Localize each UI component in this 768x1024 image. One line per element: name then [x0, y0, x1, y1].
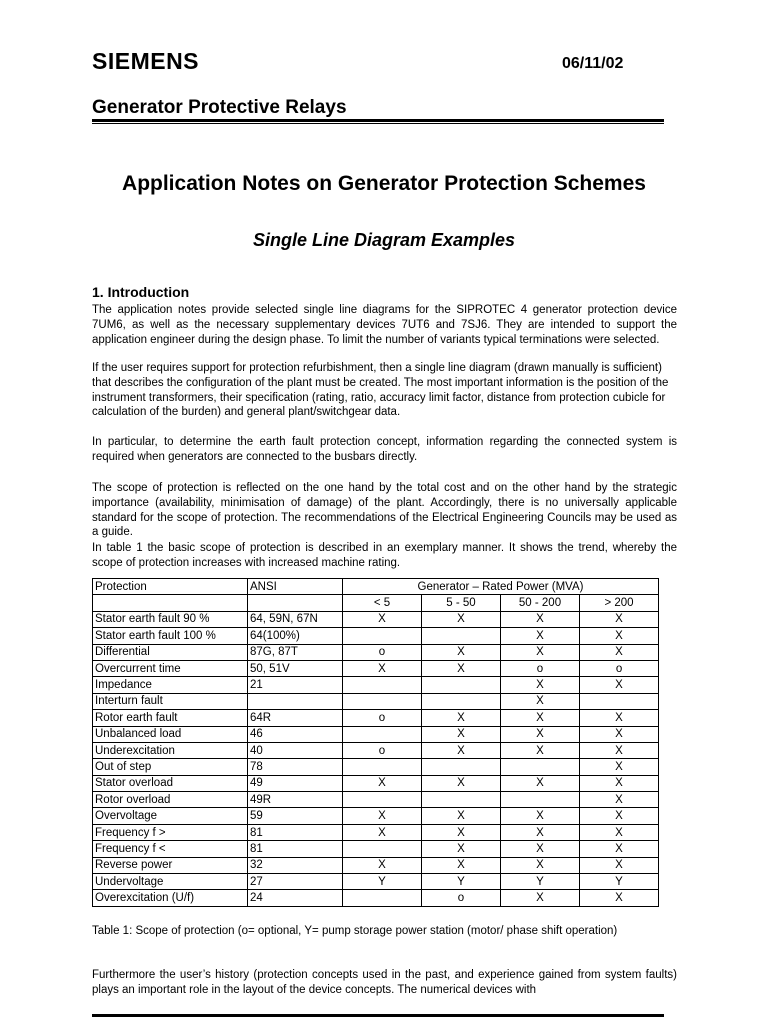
- cell-rating: Y: [343, 874, 422, 890]
- cell-rating: X: [343, 611, 422, 627]
- cell-protection: Stator overload: [93, 775, 248, 791]
- table-row: [93, 808, 659, 824]
- cell-rating: Y: [422, 874, 501, 890]
- cell-ansi: 49: [248, 775, 343, 791]
- cell-rating: X: [580, 710, 659, 726]
- table-row: [93, 792, 659, 808]
- cell-rating: o: [343, 710, 422, 726]
- cell-rating: X: [501, 742, 580, 758]
- cell-ansi: 27: [248, 874, 343, 890]
- cell-rating: X: [501, 644, 580, 660]
- cell-rating: X: [501, 841, 580, 857]
- cell-rating: X: [580, 628, 659, 644]
- table-row: [93, 824, 659, 840]
- page-subtitle: Single Line Diagram Examples: [252, 230, 516, 250]
- cell-ansi: 21: [248, 677, 343, 693]
- header-ansi: ANSI: [248, 579, 343, 595]
- cell-rating: X: [501, 726, 580, 742]
- cell-rating: X: [422, 841, 501, 857]
- cell-rating: [343, 759, 422, 775]
- table-row: [93, 628, 659, 644]
- cell-rating: [422, 628, 501, 644]
- cell-rating: X: [343, 775, 422, 791]
- section-heading: 1. Introduction: [92, 284, 190, 300]
- table-row: [93, 644, 659, 660]
- cell-rating: X: [422, 808, 501, 824]
- cell-rating: [343, 792, 422, 808]
- cell-ansi: 59: [248, 808, 343, 824]
- cell-protection: Impedance: [93, 677, 248, 693]
- cell-rating: [422, 759, 501, 775]
- header-rule: [92, 119, 664, 122]
- cell-rating: X: [580, 644, 659, 660]
- cell-rating: X: [422, 710, 501, 726]
- header-rating: 5 - 50: [422, 595, 501, 611]
- cell-rating: X: [501, 693, 580, 709]
- cell-rating: X: [580, 677, 659, 693]
- cell-protection: Reverse power: [93, 857, 248, 873]
- cell-rating: [343, 726, 422, 742]
- header-empty: [248, 595, 343, 611]
- cell-rating: [501, 759, 580, 775]
- cell-rating: X: [501, 611, 580, 627]
- table-subheader-row: [93, 595, 659, 611]
- cell-ansi: 24: [248, 890, 343, 906]
- cell-rating: [343, 890, 422, 906]
- cell-rating: Y: [501, 874, 580, 890]
- table-row: [93, 726, 659, 742]
- cell-ansi: 40: [248, 742, 343, 758]
- cell-rating: o: [343, 742, 422, 758]
- cell-rating: o: [501, 660, 580, 676]
- table-row: [93, 841, 659, 857]
- cell-rating: X: [501, 710, 580, 726]
- paragraph-5: In table 1 the basic scope of protection is described in an exemplary manner. It shows the trend, whereby the scope of protection increases with increased machine rating.: [92, 542, 677, 569]
- cell-rating: o: [580, 660, 659, 676]
- cell-ansi: 49R: [248, 792, 343, 808]
- cell-ansi: 87G, 87T: [248, 644, 343, 660]
- cell-protection: Frequency f >: [93, 824, 248, 840]
- cell-rating: X: [580, 824, 659, 840]
- paragraph-4: The scope of protection is reflected on the one hand by the total cost and on the other hand by the strategic importance (availability, minimisation of damage) of the plant. Accordingly, there is no universally applicable standard for the scope of protection. The recommendations of the Electrical Engineering Councils may be used as a guide.: [92, 482, 677, 539]
- header-rule-thin: [92, 123, 664, 124]
- cell-rating: X: [422, 742, 501, 758]
- brand-logo: SIEMENS: [92, 48, 200, 74]
- header-rating: 50 - 200: [501, 595, 580, 611]
- cell-rating: X: [343, 808, 422, 824]
- cell-rating: X: [422, 660, 501, 676]
- header-rating: > 200: [580, 595, 659, 611]
- table-header-row: [93, 579, 659, 595]
- cell-ansi: 50, 51V: [248, 660, 343, 676]
- cell-protection: Frequency f <: [93, 841, 248, 857]
- paragraph-1: The application notes provide selected single line diagrams for the SIPROTEC 4 generator protection device 7UM6, as well as the necessary supplementary devices 7UT6 and 7SJ6. They are intended to support the application engineer during the design phase. To limit the number of variants typical terminations were selected.: [92, 304, 677, 346]
- cell-rating: X: [422, 644, 501, 660]
- cell-rating: [343, 693, 422, 709]
- cell-rating: X: [501, 890, 580, 906]
- cell-ansi: 64R: [248, 710, 343, 726]
- cell-rating: X: [343, 824, 422, 840]
- cell-protection: Underexcitation: [93, 742, 248, 758]
- table-row: [93, 857, 659, 873]
- cell-rating: X: [501, 808, 580, 824]
- cell-ansi: 64(100%): [248, 628, 343, 644]
- cell-protection: Differential: [93, 644, 248, 660]
- cell-protection: Undervoltage: [93, 874, 248, 890]
- cell-rating: X: [501, 824, 580, 840]
- cell-rating: X: [422, 726, 501, 742]
- cell-rating: X: [343, 857, 422, 873]
- cell-rating: [501, 792, 580, 808]
- paragraph-3: In particular, to determine the earth fault protection concept, information regarding the connected system is required when generators are connected to the busbars directly.: [92, 436, 677, 463]
- cell-protection: Overexcitation (U/f): [93, 890, 248, 906]
- cell-rating: X: [422, 824, 501, 840]
- cell-rating: X: [501, 628, 580, 644]
- document-subtitle: Generator Protective Relays: [92, 97, 347, 118]
- cell-protection: Overcurrent time: [93, 660, 248, 676]
- cell-rating: X: [422, 611, 501, 627]
- header-rating: < 5: [343, 595, 422, 611]
- cell-protection: Rotor earth fault: [93, 710, 248, 726]
- cell-rating: X: [580, 611, 659, 627]
- cell-rating: [422, 677, 501, 693]
- cell-protection: Stator earth fault 100 %: [93, 628, 248, 644]
- cell-rating: [343, 841, 422, 857]
- cell-rating: X: [580, 890, 659, 906]
- table-row: [93, 611, 659, 627]
- cell-rating: [422, 693, 501, 709]
- table-row: [93, 742, 659, 758]
- paragraph-2: If the user requires support for protection refurbishment, then a single line diagram (drawn manually is sufficient) that describes the configuration of the plant must be created. The most important information is the position of the instrument transformers, their specification (rating, ratio, accuracy limit factor, distance from protection cubicle for calculation of the burden) and general plant/switchgear data.: [92, 362, 669, 419]
- cell-protection: Interturn fault: [93, 693, 248, 709]
- cell-rating: X: [580, 775, 659, 791]
- cell-ansi: 78: [248, 759, 343, 775]
- footer-rule: [92, 1014, 664, 1017]
- header-protection: Protection: [93, 579, 248, 595]
- table-row: [93, 660, 659, 676]
- table-caption: Table 1: Scope of protection (o= optional, Y= pump storage power station (motor/ phase shift operation): [92, 925, 618, 937]
- paragraph-6: Furthermore the user’s history (protection concepts used in the past, and experience gained from system faults) plays an important role in the layout of the device concepts. The numerical devices with: [92, 969, 677, 996]
- protection-scope-table: [92, 578, 659, 907]
- cell-rating: [580, 693, 659, 709]
- table-row: [93, 874, 659, 890]
- cell-rating: X: [580, 857, 659, 873]
- cell-rating: X: [343, 660, 422, 676]
- cell-ansi: 32: [248, 857, 343, 873]
- table-row: [93, 693, 659, 709]
- table-row: [93, 710, 659, 726]
- table-row: [93, 890, 659, 906]
- cell-ansi: 46: [248, 726, 343, 742]
- table-row: [93, 775, 659, 791]
- cell-ansi: 81: [248, 824, 343, 840]
- cell-rating: X: [580, 808, 659, 824]
- cell-rating: X: [501, 775, 580, 791]
- table-row: [93, 677, 659, 693]
- cell-rating: X: [580, 792, 659, 808]
- cell-protection: Out of step: [93, 759, 248, 775]
- cell-rating: [343, 628, 422, 644]
- cell-protection: Rotor overload: [93, 792, 248, 808]
- cell-rating: X: [422, 775, 501, 791]
- cell-rating: [343, 677, 422, 693]
- cell-rating: X: [580, 841, 659, 857]
- cell-rating: X: [501, 857, 580, 873]
- header-empty: [93, 595, 248, 611]
- header-rated-power: Generator – Rated Power (MVA): [343, 579, 659, 595]
- document-date: 06/11/02: [562, 55, 624, 72]
- cell-rating: [422, 792, 501, 808]
- cell-protection: Overvoltage: [93, 808, 248, 824]
- cell-rating: Y: [580, 874, 659, 890]
- cell-rating: X: [580, 742, 659, 758]
- table-row: [93, 759, 659, 775]
- cell-rating: o: [422, 890, 501, 906]
- cell-rating: X: [501, 677, 580, 693]
- cell-rating: X: [422, 857, 501, 873]
- cell-protection: Unbalanced load: [93, 726, 248, 742]
- cell-rating: X: [580, 726, 659, 742]
- cell-protection: Stator earth fault 90 %: [93, 611, 248, 627]
- cell-ansi: 64, 59N, 67N: [248, 611, 343, 627]
- cell-ansi: 81: [248, 841, 343, 857]
- page-title: Application Notes on Generator Protection Schemes: [122, 172, 646, 195]
- cell-rating: X: [580, 759, 659, 775]
- cell-ansi: [248, 693, 343, 709]
- cell-rating: o: [343, 644, 422, 660]
